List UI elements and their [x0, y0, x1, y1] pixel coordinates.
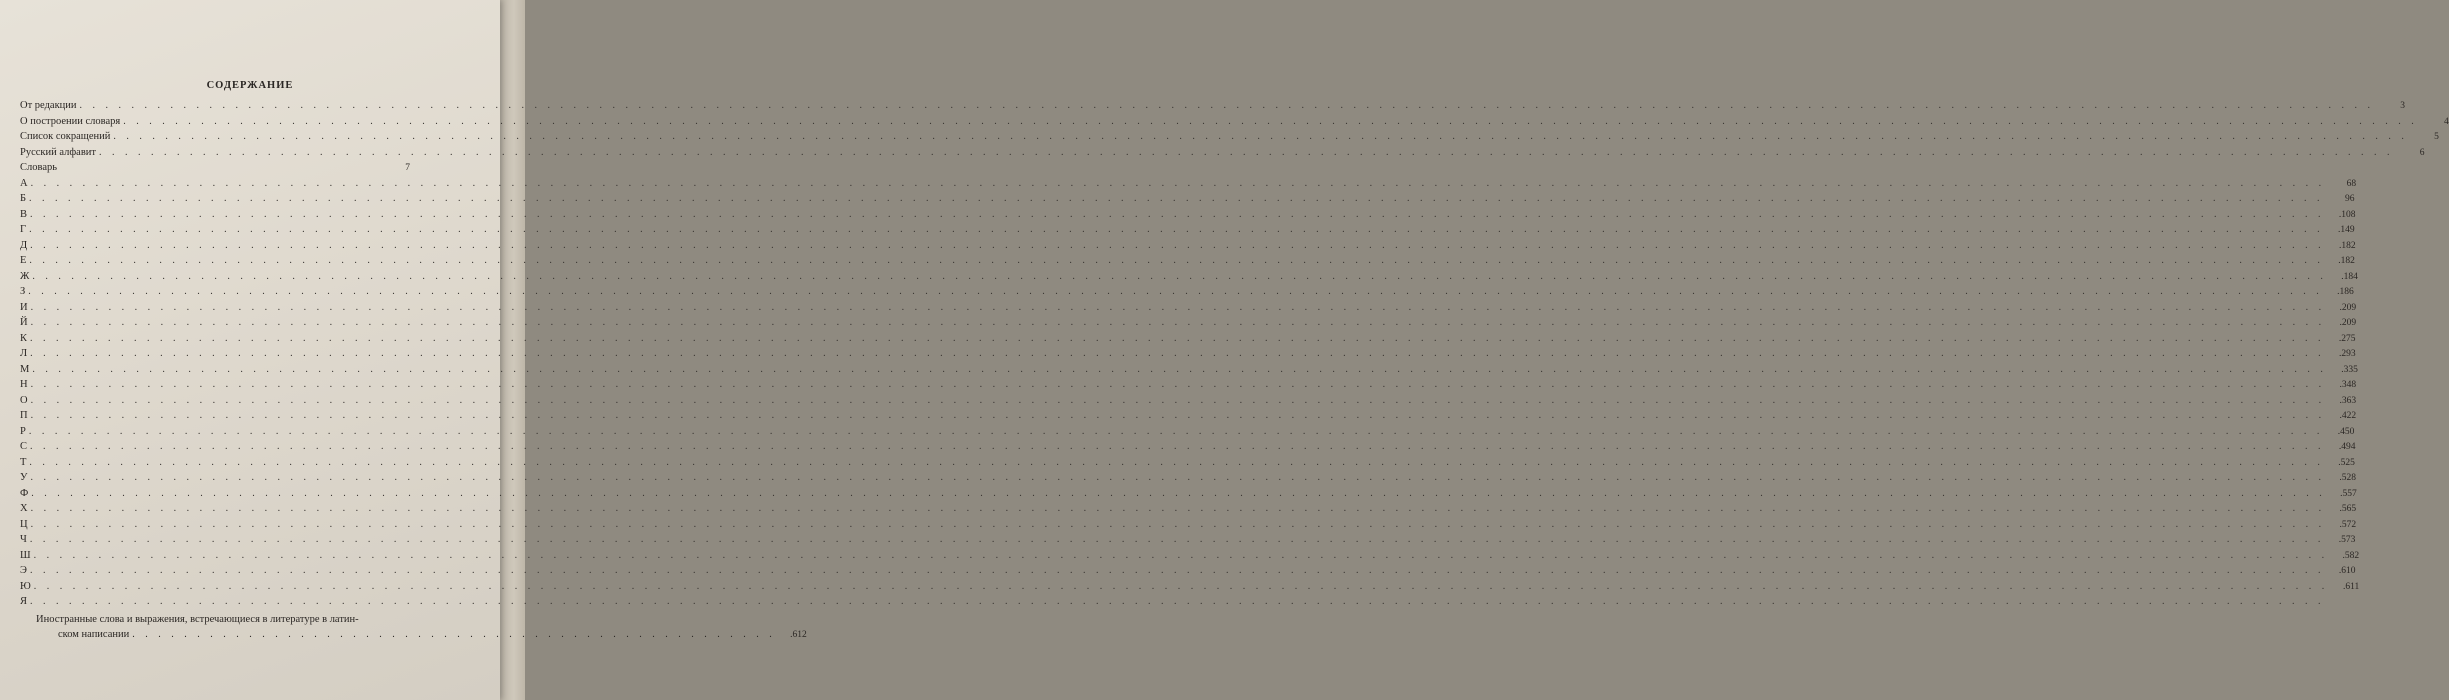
- toc-entry-7: [20, 207, 2356, 223]
- toc-entry-label: Ю: [20, 580, 31, 592]
- page-title: СОДЕРЖАНИЕ: [206, 80, 294, 91]
- toc-entry-page: .149: [2337, 225, 2355, 235]
- dot-leader: [31, 393, 2326, 408]
- toc-entry-label: Х: [20, 503, 28, 514]
- toc-entry-page: .494: [2338, 442, 2356, 452]
- toc-entry-label: С: [20, 441, 28, 452]
- toc-entry-17: [20, 362, 2358, 378]
- toc-entry-page: .363: [2339, 395, 2357, 406]
- toc-entry-page: .184: [2341, 271, 2358, 282]
- toc-entry-page: .422: [2339, 411, 2357, 421]
- toc-entry-label: Т: [20, 456, 27, 468]
- toc-entry-page: .565: [2339, 504, 2357, 514]
- toc-entry-10: [20, 253, 2355, 269]
- dot-leader: [29, 424, 2324, 439]
- dot-leader: [29, 455, 2324, 470]
- toc-entry-label: О: [20, 394, 28, 406]
- toc-entry-label: Е: [20, 255, 27, 266]
- toc-entry-page: .209: [2339, 302, 2357, 313]
- toc-entry-label: П: [20, 410, 28, 421]
- dot-leader: [31, 408, 2326, 423]
- toc-entry-20: [20, 408, 2357, 424]
- toc-entry-label: Ф: [20, 487, 29, 499]
- toc-entry-page: .611: [2343, 581, 2360, 592]
- toc-entry-1: [20, 114, 2449, 130]
- toc-entry-page: .275: [2338, 333, 2356, 344]
- dot-leader: [34, 548, 2329, 563]
- toc-entry-9: [20, 238, 2356, 254]
- dot-leader: [32, 362, 2327, 377]
- dot-leader: [30, 439, 2325, 454]
- toc-entry-page: .209: [2339, 318, 2357, 328]
- toc-entry-page: .612: [790, 629, 807, 640]
- dot-leader: [31, 315, 2326, 330]
- toc-entry-page: .610: [2338, 566, 2356, 576]
- toc-entry-label: В: [20, 208, 28, 220]
- toc-entry-label: О построении словаря: [20, 115, 121, 127]
- dot-leader: [123, 114, 2418, 129]
- toc-entry-2: [20, 129, 2439, 145]
- toc-entry-label: Э: [20, 565, 27, 576]
- table-of-contents: [20, 98, 2449, 643]
- toc-entry-page: .573: [2338, 535, 2356, 545]
- toc-entry-label: Л: [20, 348, 28, 359]
- toc-entry-label: И: [20, 301, 28, 313]
- dot-leader: [30, 331, 2325, 346]
- toc-entry-page: 7: [405, 163, 410, 173]
- toc-entry-label: З: [20, 286, 26, 297]
- dot-leader: [113, 129, 2408, 144]
- toc-entry-page: .572: [2339, 519, 2357, 530]
- toc-entry-page: .335: [2341, 364, 2358, 375]
- dot-leader: [31, 300, 2326, 315]
- dot-leader: . . . . . . . . . . . . . . . . . . . . . . . . . . . . . . . . . . . . . . . . . . . . . . . . . .: [132, 628, 776, 640]
- dot-leader: [80, 98, 2375, 113]
- toc-entry-line2: [36, 627, 807, 643]
- toc-entry-label: Й: [20, 317, 28, 328]
- toc-entry-6: [20, 191, 2355, 207]
- toc-entry-22: [20, 439, 2356, 455]
- toc-entry-label: От редакции: [20, 100, 77, 111]
- toc-entry-page: .582: [2342, 550, 2360, 561]
- toc-entry-label: Б: [20, 193, 27, 204]
- toc-entry-16: [20, 346, 2356, 362]
- toc-entry-18: [20, 377, 2357, 393]
- toc-entry-label: Ж: [20, 270, 30, 282]
- dot-leader: [31, 377, 2326, 392]
- toc-entry-21: [20, 424, 2355, 440]
- toc-entry-page: 4: [2443, 116, 2449, 127]
- toc-entry-page: 5: [2434, 132, 2439, 142]
- toc-entry-label: А: [20, 177, 28, 189]
- toc-entry-page: .182: [2338, 256, 2355, 266]
- toc-entry-page: .108: [2338, 209, 2356, 220]
- toc-entry-28: [20, 532, 2356, 548]
- toc-entry-label: Р: [20, 425, 26, 437]
- toc-entry-page: .293: [2339, 349, 2356, 359]
- dot-leader: [31, 176, 2326, 191]
- toc-entry-19: [20, 393, 2357, 409]
- toc-entry-27: [20, 517, 2357, 533]
- toc-entry-13: [20, 300, 2357, 316]
- dot-leader: [30, 238, 2325, 253]
- toc-entry-label: Ш: [20, 549, 31, 561]
- dot-leader: [29, 191, 2324, 206]
- dot-leader: [30, 532, 2325, 547]
- toc-entry-page: .525: [2338, 457, 2355, 468]
- dot-leader: [30, 346, 2325, 361]
- dot-leader: [31, 501, 2326, 516]
- toc-entry-26: [20, 501, 2357, 517]
- toc-entry-page: .182: [2339, 240, 2356, 251]
- toc-entry-15: [20, 331, 2356, 347]
- dot-leader: [28, 284, 2323, 299]
- toc-entry-11: [20, 269, 2358, 285]
- toc-entry-foreign-words: [36, 612, 807, 643]
- toc-entry-3: [20, 145, 2425, 161]
- toc-entry-label: Список сокращений: [20, 131, 111, 142]
- toc-entry-label: Г: [20, 224, 27, 235]
- toc-entry-8: [20, 222, 2355, 238]
- toc-entry-23: [20, 455, 2355, 471]
- toc-entry-label: Н: [20, 379, 28, 390]
- toc-entry-label-line1: Иностранные слова и выражения, встречающиеся в литературе в латин-: [36, 613, 359, 625]
- dot-leader: [30, 563, 2325, 578]
- toc-entry-12: [20, 284, 2354, 300]
- toc-entry-label: Д: [20, 239, 28, 251]
- dot-leader: [29, 253, 2324, 268]
- toc-entry-label: М: [20, 363, 30, 375]
- toc-entry-page: .557: [2340, 488, 2357, 499]
- dot-leader: [34, 579, 2329, 594]
- toc-entry-label: У: [20, 472, 28, 483]
- toc-entry-page: 6: [2419, 147, 2425, 158]
- toc-entry-label: Словарь: [20, 162, 58, 173]
- toc-entry-label: Ч: [20, 534, 27, 545]
- dot-leader: [99, 145, 2394, 160]
- toc-entry-page: 68: [2346, 178, 2357, 189]
- toc-entry-25: [20, 486, 2357, 502]
- toc-entry-page: .528: [2339, 473, 2356, 483]
- toc-entry-5: [20, 176, 2357, 192]
- toc-entry-31: [20, 579, 2360, 595]
- toc-entry-page: .450: [2337, 426, 2355, 437]
- toc-entry-label: Русский алфавит: [20, 146, 96, 158]
- dot-leader: [30, 470, 2325, 485]
- dot-leader: [30, 207, 2325, 222]
- dot-leader: [31, 517, 2326, 532]
- dot-leader: [32, 269, 2327, 284]
- dot-leader: [31, 486, 2326, 501]
- toc-entry-page: 3: [2400, 101, 2406, 111]
- toc-entry-label-line2: ском написании: [58, 628, 130, 640]
- toc-entry-29: [20, 548, 2360, 564]
- toc-entry-24: [20, 470, 2356, 486]
- dot-leader: [29, 222, 2324, 237]
- toc-entry-30: [20, 563, 2356, 579]
- toc-entry-label: Я: [20, 596, 28, 607]
- toc-entry-0: [20, 98, 2406, 114]
- toc-entry-page: .348: [2339, 380, 2357, 390]
- toc-entry-page: .186: [2337, 287, 2354, 297]
- toc-entry-14: [20, 315, 2357, 331]
- dot-leader: [30, 594, 2325, 609]
- toc-entry-32: [20, 594, 410, 610]
- toc-entry-4: [20, 160, 410, 176]
- toc-entry-page: 96: [2345, 194, 2355, 204]
- toc-entry-label: Ц: [20, 518, 28, 530]
- toc-entry-label: К: [20, 332, 28, 344]
